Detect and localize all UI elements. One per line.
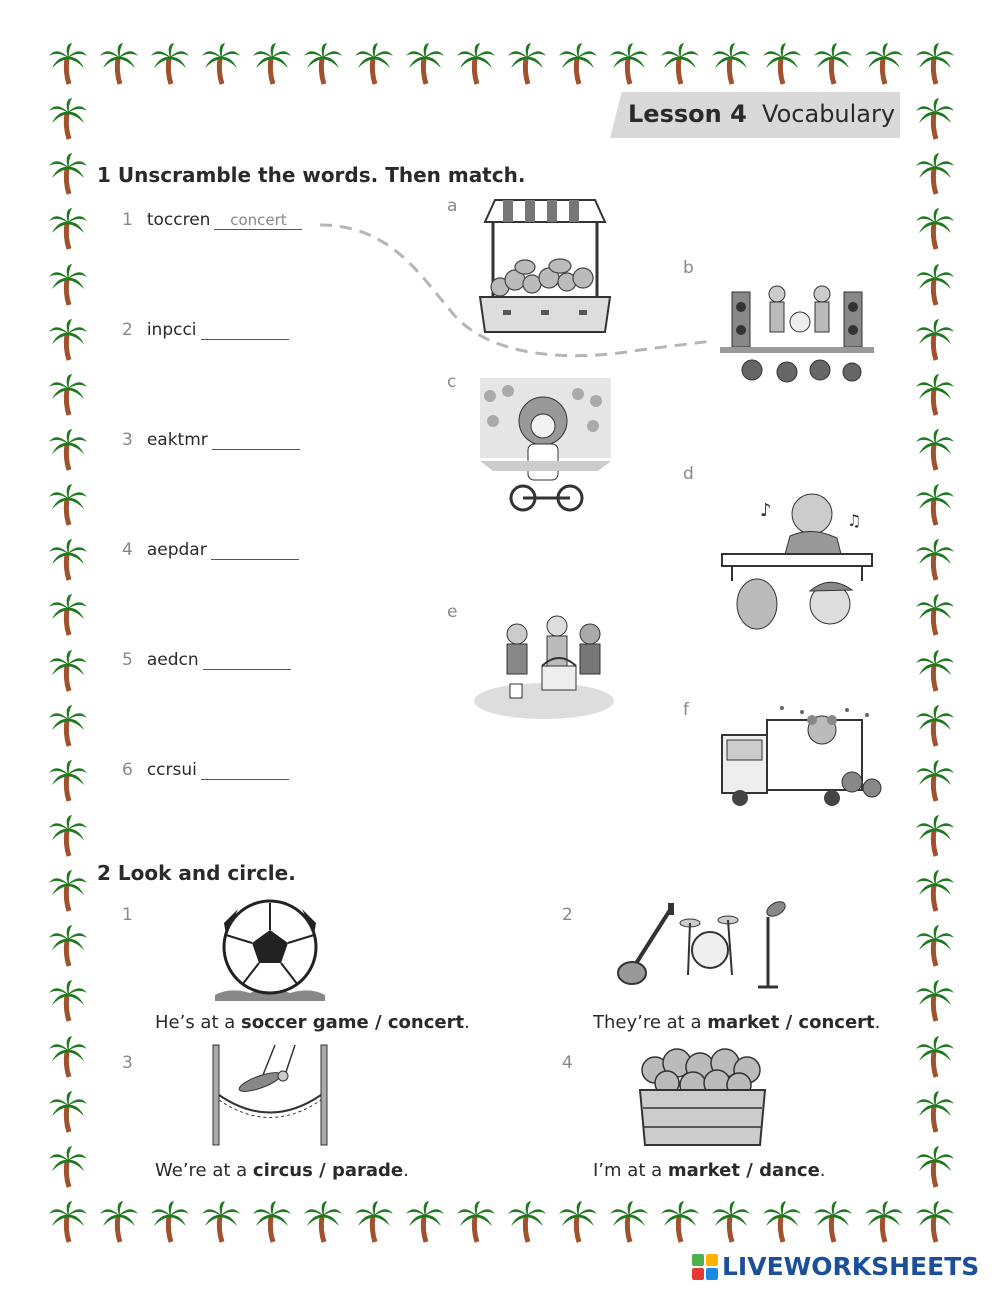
palm-tree-icon: [915, 318, 955, 362]
palm-tree-icon: [48, 924, 88, 968]
soccer-ball-icon: [210, 895, 330, 1005]
palm-tree-icon: [915, 979, 955, 1023]
palm-tree-icon: [762, 42, 802, 86]
picture-letter-a: a: [447, 196, 458, 216]
picture-letter-e: e: [447, 602, 458, 622]
palm-tree-icon: [48, 704, 88, 748]
palm-tree-icon: [48, 207, 88, 251]
palm-tree-icon: [609, 1200, 649, 1244]
exercise1-title: 1 Unscramble the words. Then match.: [97, 163, 526, 187]
palm-tree-icon: [48, 97, 88, 141]
palm-tree-icon: [915, 869, 955, 913]
palm-tree-icon: [915, 1145, 955, 1189]
palm-tree-icon: [915, 649, 955, 693]
unscramble-item-6: 6 ccrsui: [122, 760, 289, 780]
palm-tree-icon: [915, 814, 955, 858]
palm-tree-icon: [48, 42, 88, 86]
picture-letter-d: d: [683, 464, 694, 484]
svg-text:♪: ♪: [760, 500, 772, 521]
answer-input-4[interactable]: [211, 541, 299, 560]
option-parade[interactable]: parade: [331, 1160, 404, 1181]
circle-sentence-1: He’s at a soccer game / concert.: [155, 1012, 470, 1033]
circle-item-number-1: 1: [122, 905, 133, 925]
exercise2-title: 2 Look and circle.: [97, 861, 296, 885]
dance-dj-icon: [712, 486, 882, 636]
palm-tree-icon: [48, 1200, 88, 1244]
palm-tree-icon: [99, 1200, 139, 1244]
brand-name: LIVEWORKSHEETS: [722, 1252, 980, 1281]
palm-tree-icon: [354, 42, 394, 86]
concert-stage-icon: [712, 262, 882, 392]
palm-tree-icon: [915, 1035, 955, 1079]
answer-input-5[interactable]: [203, 651, 291, 670]
palm-tree-icon: [48, 1035, 88, 1079]
palm-tree-icon: [660, 42, 700, 86]
band-instruments-icon: [610, 895, 790, 995]
parade-float-icon: [712, 700, 884, 810]
palm-tree-icon: [303, 1200, 343, 1244]
palm-tree-icon: [201, 42, 241, 86]
palm-tree-icon: [48, 1145, 88, 1189]
vegetable-crate-icon: [635, 1045, 770, 1150]
palm-tree-icon: [48, 318, 88, 362]
palm-tree-icon: [48, 428, 88, 472]
palm-tree-icon: [48, 869, 88, 913]
option-concert[interactable]: concert: [387, 1012, 465, 1033]
picture-letter-c: c: [447, 372, 457, 392]
unscramble-item-3: 3 eaktmr: [122, 430, 300, 450]
palm-tree-icon: [762, 1200, 802, 1244]
answer-input-2[interactable]: [201, 321, 289, 340]
unscramble-item-1: 1 toccren concert: [122, 210, 302, 230]
palm-tree-icon: [99, 42, 139, 86]
circle-item-number-2: 2: [562, 905, 573, 925]
palm-tree-icon: [48, 538, 88, 582]
palm-tree-icon: [405, 1200, 445, 1244]
palm-tree-icon: [48, 483, 88, 527]
answer-input-6[interactable]: [201, 761, 289, 780]
palm-tree-icon: [915, 207, 955, 251]
palm-tree-icon: [48, 649, 88, 693]
palm-tree-icon: [915, 759, 955, 803]
palm-tree-icon: [354, 1200, 394, 1244]
palm-tree-icon: [813, 1200, 853, 1244]
palm-tree-icon: [864, 42, 904, 86]
picture-letter-b: b: [683, 258, 694, 278]
option-concert[interactable]: concert: [798, 1012, 875, 1033]
palm-tree-icon: [456, 1200, 496, 1244]
palm-tree-icon: [915, 483, 955, 527]
palm-tree-icon: [48, 759, 88, 803]
answer-input-1[interactable]: concert: [214, 211, 302, 230]
circle-sentence-3: We’re at a circus / parade.: [155, 1160, 409, 1181]
liveworksheets-icon: [692, 1254, 718, 1280]
trapeze-icon: [205, 1040, 335, 1150]
option-market[interactable]: market: [667, 1160, 740, 1181]
palm-tree-icon: [48, 152, 88, 196]
palm-tree-icon: [303, 42, 343, 86]
palm-tree-icon: [48, 593, 88, 637]
palm-tree-icon: [915, 1090, 955, 1134]
svg-text:♫: ♫: [847, 511, 862, 530]
palm-tree-icon: [813, 42, 853, 86]
palm-tree-icon: [915, 704, 955, 748]
unscramble-item-4: 4 aepdar: [122, 540, 299, 560]
palm-tree-icon: [660, 1200, 700, 1244]
palm-tree-icon: [711, 42, 751, 86]
palm-tree-icon: [915, 42, 955, 86]
palm-tree-icon: [915, 97, 955, 141]
picnic-icon: [472, 606, 617, 724]
palm-tree-icon: [48, 979, 88, 1023]
palm-tree-icon: [711, 1200, 751, 1244]
palm-tree-icon: [558, 1200, 598, 1244]
palm-tree-icon: [915, 373, 955, 417]
option-soccer-game[interactable]: soccer game: [241, 1012, 369, 1033]
unscramble-item-5: 5 aedcn: [122, 650, 291, 670]
circle-item-number-3: 3: [122, 1053, 133, 1073]
circus-clown-icon: [478, 376, 613, 516]
palm-tree-icon: [252, 1200, 292, 1244]
palm-tree-icon: [558, 42, 598, 86]
palm-tree-icon: [456, 42, 496, 86]
palm-tree-icon: [915, 428, 955, 472]
liveworksheets-logo[interactable]: [692, 1252, 979, 1281]
lesson-label: Lesson 4: [628, 100, 747, 128]
palm-tree-icon: [150, 1200, 190, 1244]
palm-tree-icon: [915, 263, 955, 307]
answer-input-3[interactable]: [212, 431, 300, 450]
option-market[interactable]: market: [707, 1012, 780, 1033]
palm-tree-icon: [405, 42, 445, 86]
palm-tree-icon: [507, 1200, 547, 1244]
palm-tree-icon: [864, 1200, 904, 1244]
palm-tree-icon: [48, 263, 88, 307]
palm-tree-icon: [609, 42, 649, 86]
palm-tree-icon: [915, 924, 955, 968]
palm-tree-icon: [48, 814, 88, 858]
picture-letter-f: f: [683, 700, 689, 720]
circle-item-number-4: 4: [562, 1053, 573, 1073]
circle-sentence-2: They’re at a market / concert.: [593, 1012, 881, 1033]
lesson-header-tab: [610, 92, 900, 138]
option-dance[interactable]: dance: [759, 1160, 820, 1181]
palm-tree-icon: [915, 538, 955, 582]
palm-tree-icon: [201, 1200, 241, 1244]
palm-tree-icon: [507, 42, 547, 86]
market-stall-icon: [475, 192, 615, 342]
palm-tree-icon: [48, 1090, 88, 1134]
palm-tree-icon: [252, 42, 292, 86]
palm-tree-icon: [915, 1200, 955, 1244]
option-circus[interactable]: circus: [252, 1160, 313, 1181]
palm-tree-icon: [915, 152, 955, 196]
palm-tree-icon: [150, 42, 190, 86]
circle-sentence-4: I’m at a market / dance.: [593, 1160, 826, 1181]
section-label: Vocabulary: [762, 100, 896, 128]
palm-tree-icon: [915, 593, 955, 637]
palm-tree-icon: [48, 373, 88, 417]
unscramble-item-2: 2 inpcci: [122, 320, 289, 340]
